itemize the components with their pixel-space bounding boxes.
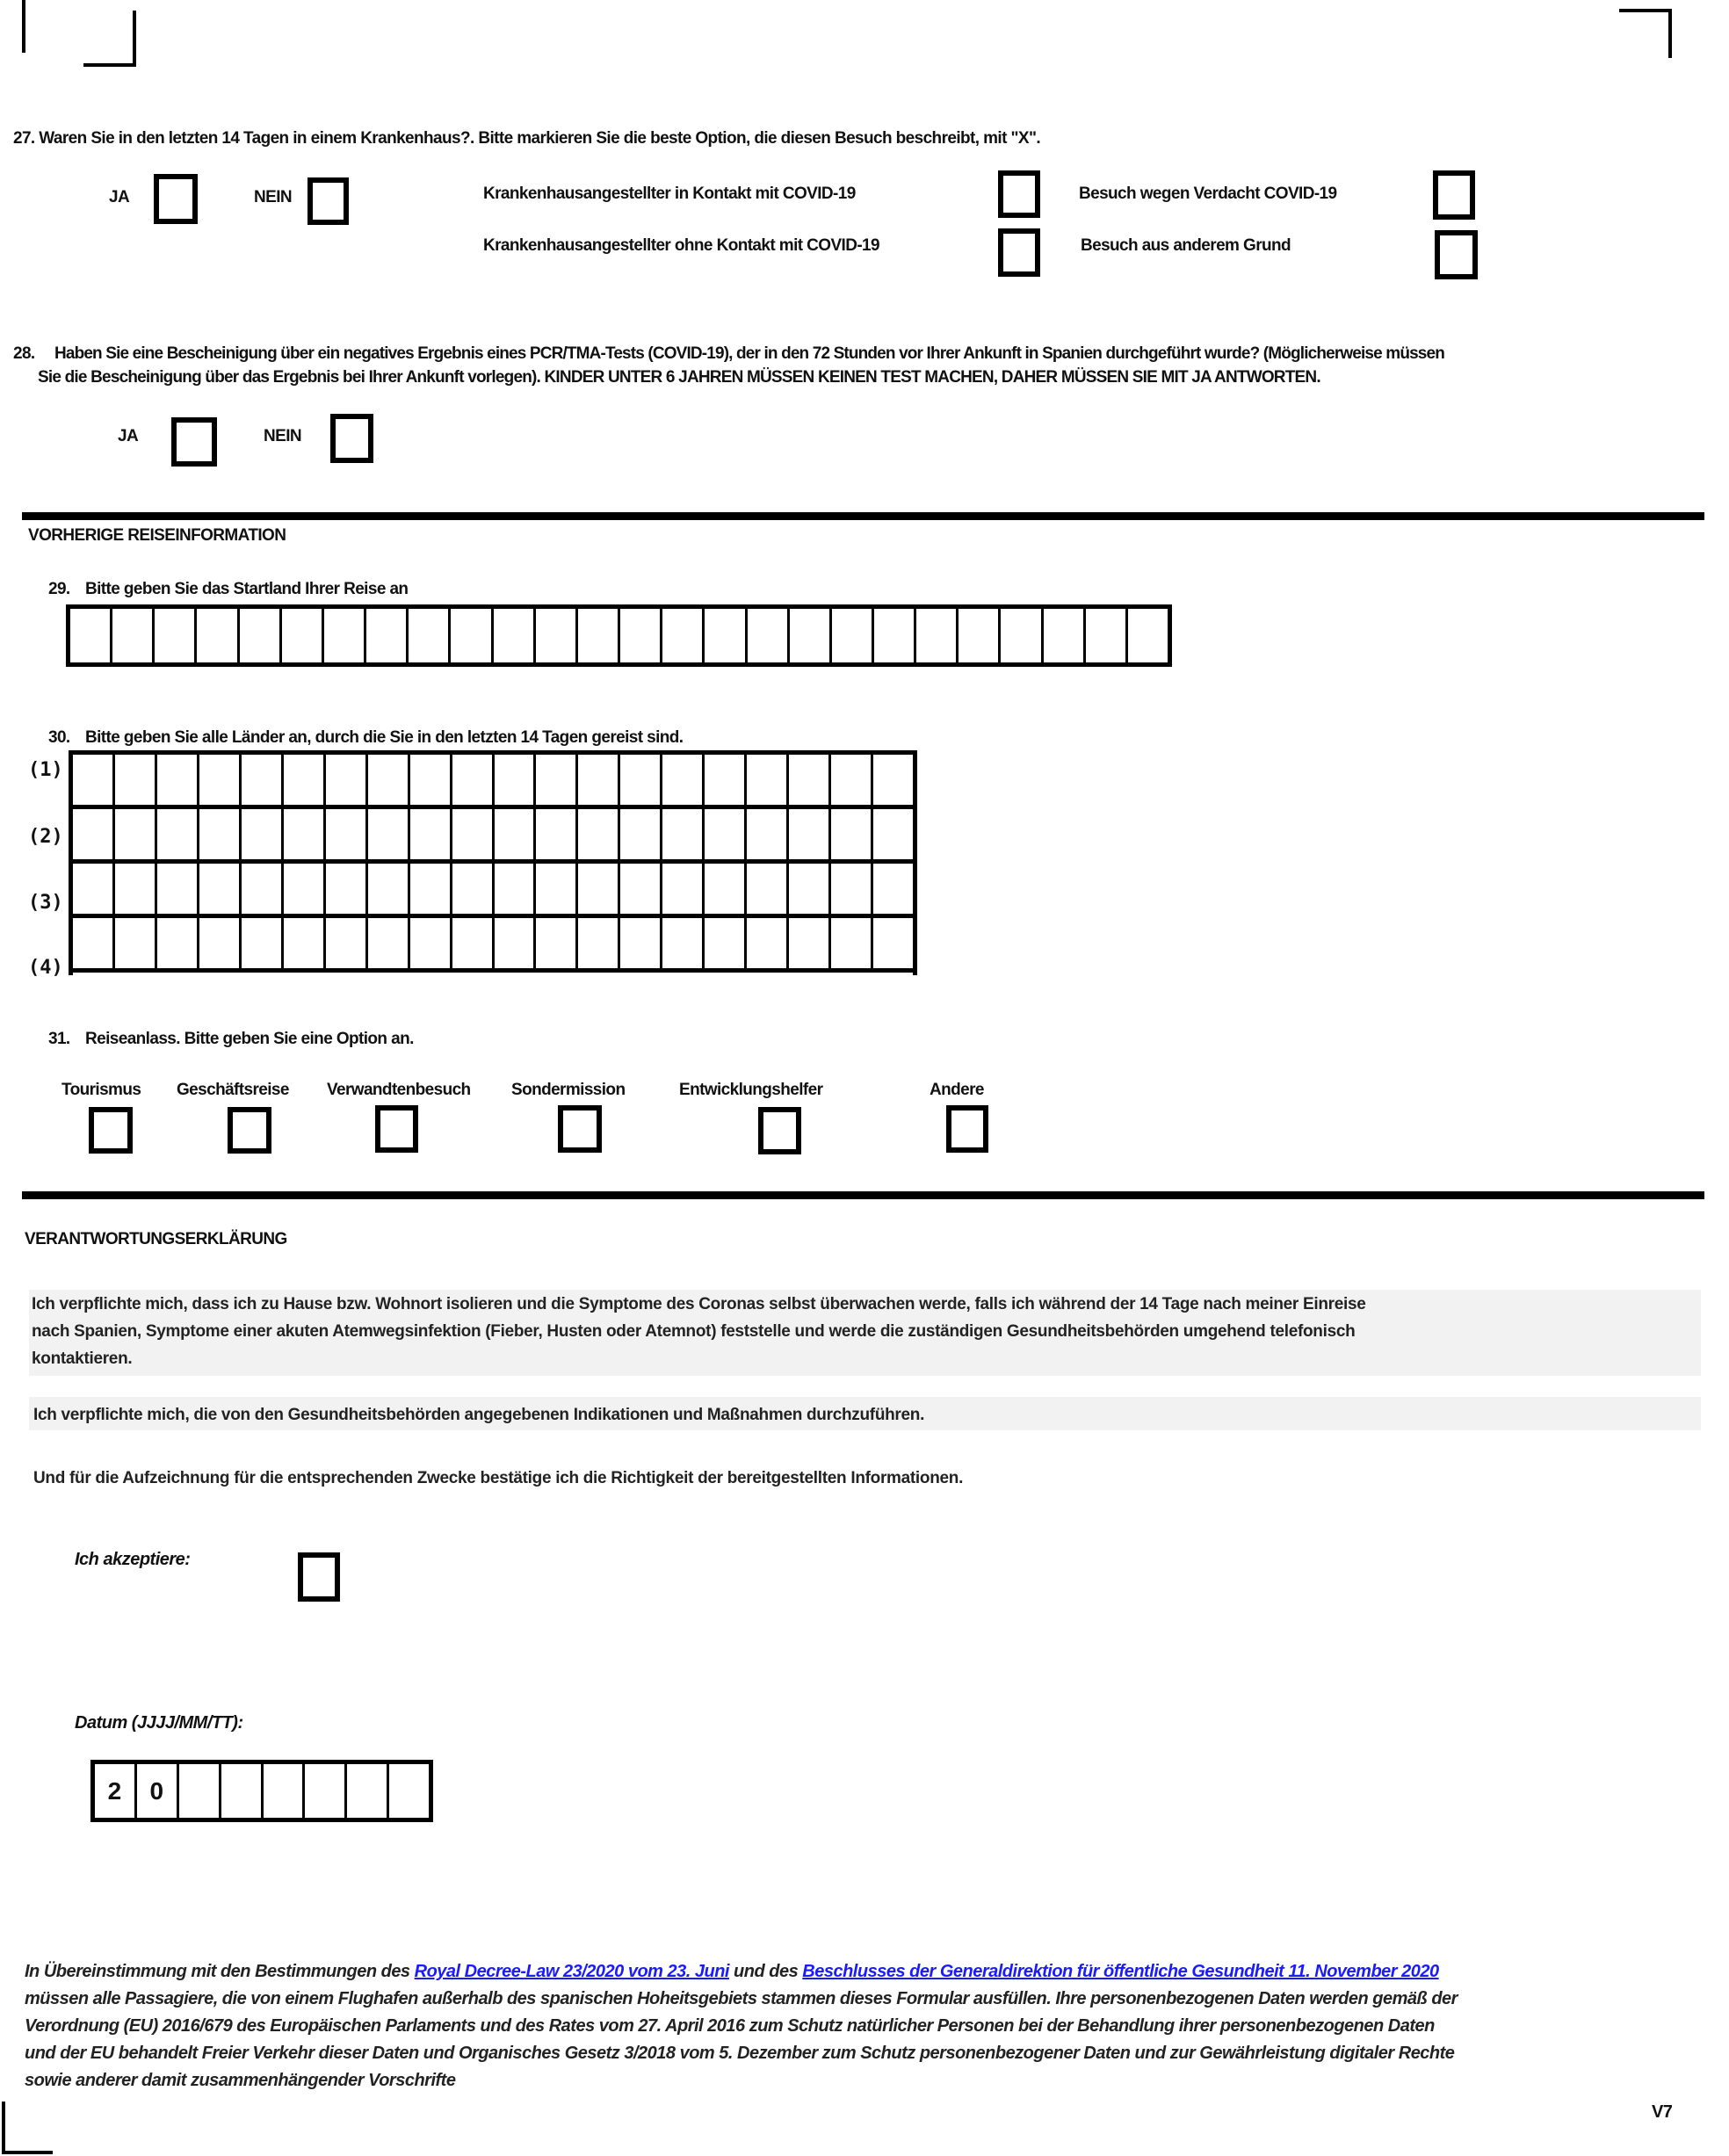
q30-char-cell[interactable] [536,918,578,968]
q29-char-cell[interactable] [1128,609,1168,662]
q28-no-checkbox[interactable] [330,414,373,463]
q30-row-label: (2) [28,826,63,848]
corner-mark-top-left-2 [83,63,136,67]
q30-char-cell[interactable] [831,809,873,859]
q29-char-cell[interactable] [240,609,282,662]
q31-option-label: Tourismus [61,1081,141,1099]
q30-char-cell[interactable] [326,755,368,805]
q30-char-cell[interactable] [747,864,789,914]
q29-char-cell[interactable] [409,609,451,662]
q30-char-cell[interactable] [242,755,284,805]
q29-char-cell[interactable] [1044,609,1086,662]
q27-opt1-checkbox[interactable] [998,170,1040,218]
q31-option-label: Entwicklungshelfer [679,1081,823,1099]
legal-footer-line: sowie anderer damit zusammenhängender Vorschrifte [25,2071,456,2090]
q30-char-cell[interactable] [284,918,326,968]
q30-char-cell[interactable] [157,809,199,859]
q29-char-cell[interactable] [1001,609,1043,662]
corner-mark-top-right [1619,9,1672,12]
q30-country-row[interactable] [73,809,913,864]
corner-mark-bottom-left-2 [2,2151,53,2154]
q30-char-cell[interactable] [199,809,242,859]
q30-row-label: (3) [28,892,63,914]
q30-char-cell[interactable] [242,918,284,968]
q29-char-cell[interactable] [155,609,197,662]
q30-char-cell[interactable] [662,864,705,914]
q29-text: Bitte geben Sie das Startland Ihrer Reise an [85,580,409,598]
q31-geschaeftsreise-checkbox[interactable] [228,1107,271,1154]
q30-char-cell[interactable] [452,864,495,914]
q29-char-cell[interactable] [70,609,112,662]
q31-option-label: Andere [930,1081,984,1099]
q30-char-cell[interactable] [368,809,410,859]
q30-char-cell[interactable] [789,809,831,859]
q30-number: 30. [48,728,70,747]
date-char-cell[interactable]: 2 [95,1764,137,1818]
q31-option-label: Geschäftsreise [177,1081,289,1099]
q27-no-checkbox[interactable] [307,177,349,225]
q28-yes-checkbox[interactable] [171,417,217,467]
q30-char-cell[interactable] [115,918,157,968]
royal-decree-link[interactable]: Royal Decree-Law 23/2020 vom 23. Juni [414,1962,729,1981]
q30-char-cell[interactable] [452,755,495,805]
q31-option-label: Sondermission [511,1081,626,1099]
q29-country-input[interactable] [66,604,1172,667]
q30-char-cell[interactable] [831,755,873,805]
q30-char-cell[interactable] [620,864,662,914]
section-divider-1 [22,512,1704,520]
q30-char-cell[interactable] [705,755,747,805]
declaration-paragraph-2: Ich verpflichte mich, die von den Gesundheitsbehörden angegebenen Indikationen und Maßnahmen durchzuführen. [33,1406,925,1424]
q30-char-cell[interactable] [326,918,368,968]
q28-yes-label: JA [118,427,139,445]
q30-row-label: (1) [28,759,63,781]
q30-char-cell[interactable] [73,864,115,914]
q30-char-cell[interactable] [620,918,662,968]
version-label: V7 [1652,2102,1673,2122]
q30-char-cell[interactable] [747,918,789,968]
q31-tourismus-checkbox[interactable] [89,1107,133,1154]
q30-char-cell[interactable] [115,864,157,914]
q30-char-cell[interactable] [368,755,410,805]
q30-char-cell[interactable] [747,755,789,805]
q31-andere-checkbox[interactable] [946,1105,988,1153]
q30-char-cell[interactable] [199,755,242,805]
q30-char-cell[interactable] [789,755,831,805]
q30-country-row[interactable] [73,755,913,809]
q27-opt4-checkbox[interactable] [1435,230,1478,279]
q28-number: 28. [13,344,35,363]
q30-char-cell[interactable] [873,918,913,968]
q30-char-cell[interactable] [705,864,747,914]
date-input[interactable] [90,1760,433,1822]
section-title-travel: VORHERIGE REISEINFORMATION [28,526,286,545]
q29-char-cell[interactable] [536,609,578,662]
q29-char-cell[interactable] [112,609,155,662]
footer-text: und des [728,1962,803,1981]
legal-footer-line: müssen alle Passagiere, die von einem Flughafen außerhalb des spanischen Hoheitsgebiets stammen dieses Formular ausfüllen. Ihre personenbezogenen Daten werden gemäß der [25,1989,1458,2008]
date-char-cell[interactable] [264,1764,306,1818]
q30-row-label: (4) [28,957,63,979]
q27-question: 27. Waren Sie in den letzten 14 Tagen in einem Krankenhaus?. Bitte markieren Sie die beste Option, die diesen Besuch beschreibt, mit "X". [13,129,1041,148]
corner-mark-top-left-3 [133,11,136,67]
section-title-declaration: VERANTWORTUNGSERKLÄRUNG [25,1230,287,1248]
q29-char-cell[interactable] [620,609,662,662]
q30-char-cell[interactable] [789,864,831,914]
q30-char-cell[interactable] [199,918,242,968]
q30-char-cell[interactable] [536,864,578,914]
q30-char-cell[interactable] [662,809,705,859]
date-char-cell[interactable]: 0 [137,1764,179,1818]
q30-char-cell[interactable] [326,809,368,859]
corner-mark-bottom-left [2,2102,5,2154]
q30-char-cell[interactable] [242,864,284,914]
q30-char-cell[interactable] [873,864,913,914]
q30-char-cell[interactable] [873,809,913,859]
q30-char-cell[interactable] [284,809,326,859]
q30-char-cell[interactable] [242,809,284,859]
q30-char-cell[interactable] [831,918,873,968]
q30-char-cell[interactable] [284,755,326,805]
q28-line1: Haben Sie eine Bescheinigung über ein negatives Ergebnis eines PCR/TMA-Tests (COVID-19), der in den 72 Stunden vor Ihrer Ankunft in Spanien durchgeführt wurde? (Möglicherweise müssen [54,344,1445,363]
q28-line2: Sie die Bescheinigung über das Ergebnis bei Ihrer Ankunft vorlegen). KINDER UNTER 6 JAHREN MÜSSEN KEINEN TEST MACHEN, DAHER MÜSSEN SIE MIT JA ANTWORTEN. [38,368,1320,387]
q30-char-cell[interactable] [536,755,578,805]
q29-char-cell[interactable] [916,609,959,662]
q30-char-cell[interactable] [789,918,831,968]
q29-char-cell[interactable] [451,609,493,662]
q30-char-cell[interactable] [284,864,326,914]
q31-number: 31. [48,1030,70,1048]
q30-char-cell[interactable] [73,755,115,805]
footer-text: In Übereinstimmung mit den Bestimmungen des [25,1962,415,1981]
declaration-paragraph-1 [32,1291,1366,1372]
q29-char-cell[interactable] [366,609,409,662]
declaration-p1-line: Ich verpflichte mich, dass ich zu Hause bzw. Wohnort isolieren und die Symptome des Coronas selbst überwachen werde, falls ich während der 14 Tage nach meiner Einreise [32,1295,1366,1313]
q27-yes-checkbox[interactable] [154,174,198,224]
date-char-cell[interactable] [305,1764,347,1818]
declaration-paragraph-3: Und für die Aufzeichnung für die entsprechenden Zwecke bestätige ich die Richtigkeit der bereitgestellten Informationen. [33,1469,964,1487]
q30-char-cell[interactable] [705,809,747,859]
q30-char-cell[interactable] [620,755,662,805]
q30-char-cell[interactable] [495,918,537,968]
accept-label: Ich akzeptiere: [75,1550,191,1569]
q30-char-cell[interactable] [199,864,242,914]
q30-char-cell[interactable] [326,864,368,914]
q30-char-cell[interactable] [368,864,410,914]
q30-char-cell[interactable] [410,755,452,805]
q27-opt3-checkbox[interactable] [998,228,1040,277]
q31-option-label: Verwandtenbesuch [327,1081,471,1099]
q29-char-cell[interactable] [832,609,874,662]
q30-char-cell[interactable] [452,809,495,859]
q27-opt4-label: Besuch aus anderem Grund [1081,236,1291,255]
q30-char-cell[interactable] [73,809,115,859]
q30-char-cell[interactable] [73,918,115,968]
date-char-cell[interactable] [347,1764,389,1818]
q29-char-cell[interactable] [197,609,239,662]
q31-entwicklungshelfer-checkbox[interactable] [758,1107,801,1154]
declaration-p1-line: kontaktieren. [32,1349,133,1368]
date-char-cell[interactable] [221,1764,264,1818]
q29-char-cell[interactable] [578,609,620,662]
q29-char-cell[interactable] [790,609,832,662]
q27-opt2-checkbox[interactable] [1433,170,1475,220]
q29-char-cell[interactable] [1086,609,1128,662]
q30-char-cell[interactable] [705,918,747,968]
corner-mark-top-left [22,0,25,53]
q30-char-cell[interactable] [368,918,410,968]
q29-char-cell[interactable] [282,609,324,662]
q31-sondermission-checkbox[interactable] [558,1105,602,1153]
legal-footer-line-1 [25,1958,1458,1986]
q29-char-cell[interactable] [705,609,747,662]
q30-char-cell[interactable] [115,755,157,805]
q30-char-cell[interactable] [578,809,620,859]
legal-footer-line: Verordnung (EU) 2016/679 des Europäischen Parlaments und des Rates vom 27. April 2016 zum Schutz natürlicher Personen bei der Behandlung ihrer personenbezogenen Daten [25,2016,1435,2036]
q30-char-cell[interactable] [536,809,578,859]
declaration-p1-line: nach Spanien, Symptome einer akuten Atemwegsinfektion (Fieber, Husten oder Atemnot) feststelle und werde die zuständigen Gesundheitsbehörden umgehend telefonisch [32,1322,1356,1341]
q30-char-cell[interactable] [662,918,705,968]
q29-char-cell[interactable] [494,609,536,662]
date-label: Datum (JJJJ/MM/TT): [75,1713,243,1733]
accept-checkbox[interactable] [298,1552,340,1602]
q30-char-cell[interactable] [157,918,199,968]
q30-char-cell[interactable] [873,755,913,805]
q30-char-cell[interactable] [157,864,199,914]
q30-char-cell[interactable] [410,864,452,914]
q31-text: Reiseanlass. Bitte geben Sie eine Option an. [85,1030,414,1048]
legal-footer [25,1958,1458,2095]
q27-no-label: NEIN [254,188,292,206]
q30-char-cell[interactable] [578,918,620,968]
q30-char-cell[interactable] [495,755,537,805]
q28-no-label: NEIN [264,427,301,445]
corner-mark-top-right-2 [1668,9,1672,58]
date-char-cell[interactable] [179,1764,221,1818]
q30-char-cell[interactable] [578,755,620,805]
q29-number: 29. [48,580,70,598]
q27-opt2-label: Besuch wegen Verdacht COVID-19 [1079,184,1337,203]
q30-char-cell[interactable] [747,809,789,859]
q29-char-cell[interactable] [748,609,790,662]
q30-char-cell[interactable] [115,809,157,859]
q29-char-cell[interactable] [959,609,1001,662]
q30-char-cell[interactable] [452,918,495,968]
q30-char-cell[interactable] [157,755,199,805]
q29-char-cell[interactable] [874,609,916,662]
resolution-link[interactable]: Beschlusses der Generaldirektion für öffentliche Gesundheit 11. November 2020 [802,1962,1439,1981]
q30-char-cell[interactable] [410,918,452,968]
q30-char-cell[interactable] [578,864,620,914]
q30-char-cell[interactable] [495,809,537,859]
q27-opt3-label: Krankenhausangestellter ohne Kontakt mit COVID-19 [483,236,879,255]
q30-countries-grid [69,750,917,975]
q27-opt1-label: Krankenhausangestellter in Kontakt mit COVID-19 [483,184,856,203]
date-char-cell[interactable] [389,1764,429,1818]
q29-char-cell[interactable] [324,609,366,662]
q30-char-cell[interactable] [410,809,452,859]
q30-country-row[interactable] [73,918,913,973]
q30-char-cell[interactable] [620,809,662,859]
legal-footer-line: und der EU behandelt Freier Verkehr dieser Daten und Organisches Gesetz 3/2018 vom 5. Dezember zum Schutz personenbezogener Daten und zur Gewährleistung digitaler Rechte [25,2044,1455,2063]
q30-char-cell[interactable] [831,864,873,914]
q30-country-row[interactable] [73,864,913,918]
section-divider-2 [22,1191,1704,1199]
q30-char-cell[interactable] [662,755,705,805]
q31-verwandtenbesuch-checkbox[interactable] [375,1105,418,1153]
q27-yes-label: JA [109,188,130,206]
q29-char-cell[interactable] [662,609,705,662]
q30-text: Bitte geben Sie alle Länder an, durch die Sie in den letzten 14 Tagen gereist sind. [85,728,684,747]
q30-char-cell[interactable] [495,864,537,914]
